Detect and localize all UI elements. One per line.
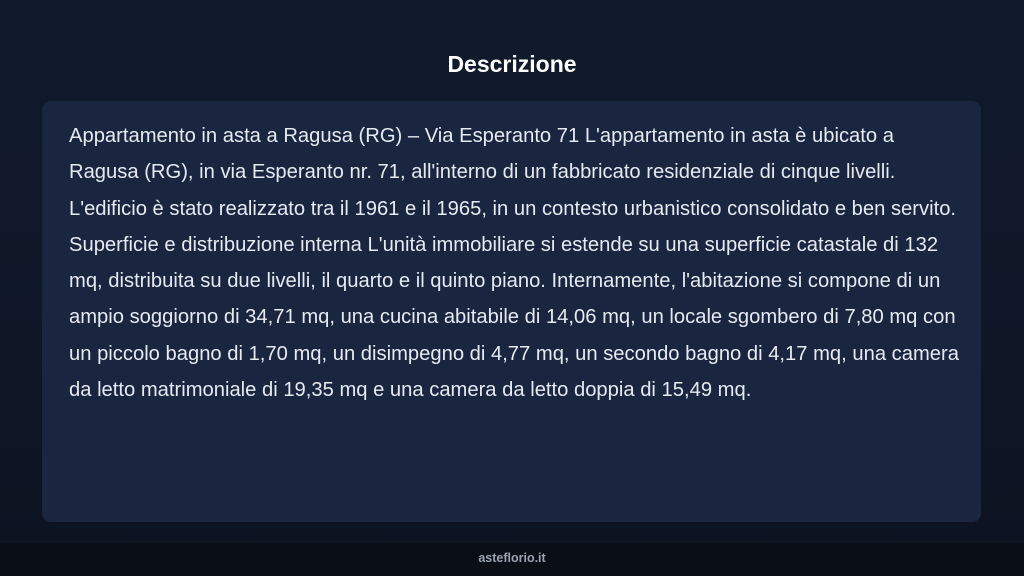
footer-bar: [0, 543, 1024, 576]
footer-site-name: asteflorio.it: [478, 551, 546, 565]
description-card: [42, 101, 981, 522]
description-text: Appartamento in asta a Ragusa (RG) – Via Esperanto 71 L'appartamento in asta è ubicato a Ragusa (RG), in via Esperanto nr. 71, all'interno di un fabbricato residenziale di cinque livelli. L'edificio è stato realizzato tra il 1961 e il 1965, in un contesto urbanistico consolidato e ben servito. Superficie e distribuzione interna L'unità immobiliare si estende su una superficie catastale di 132 mq, distribuita su due livelli, il quarto e il quinto piano. Internamente, l'abitazione si compone di un ampio soggiorno di 34,71 mq, una cucina abitabile di 14,06 mq, un locale sgombero di 7,80 mq con un piccolo bagno di 1,70 mq, un disimpegno di 4,77 mq, un secondo bagno di 4,17 mq, una camera da letto matrimoniale di 19,35 mq e una camera da letto doppia di 15,49 mq.: [69, 125, 959, 402]
page-title: Descrizione: [447, 51, 577, 77]
